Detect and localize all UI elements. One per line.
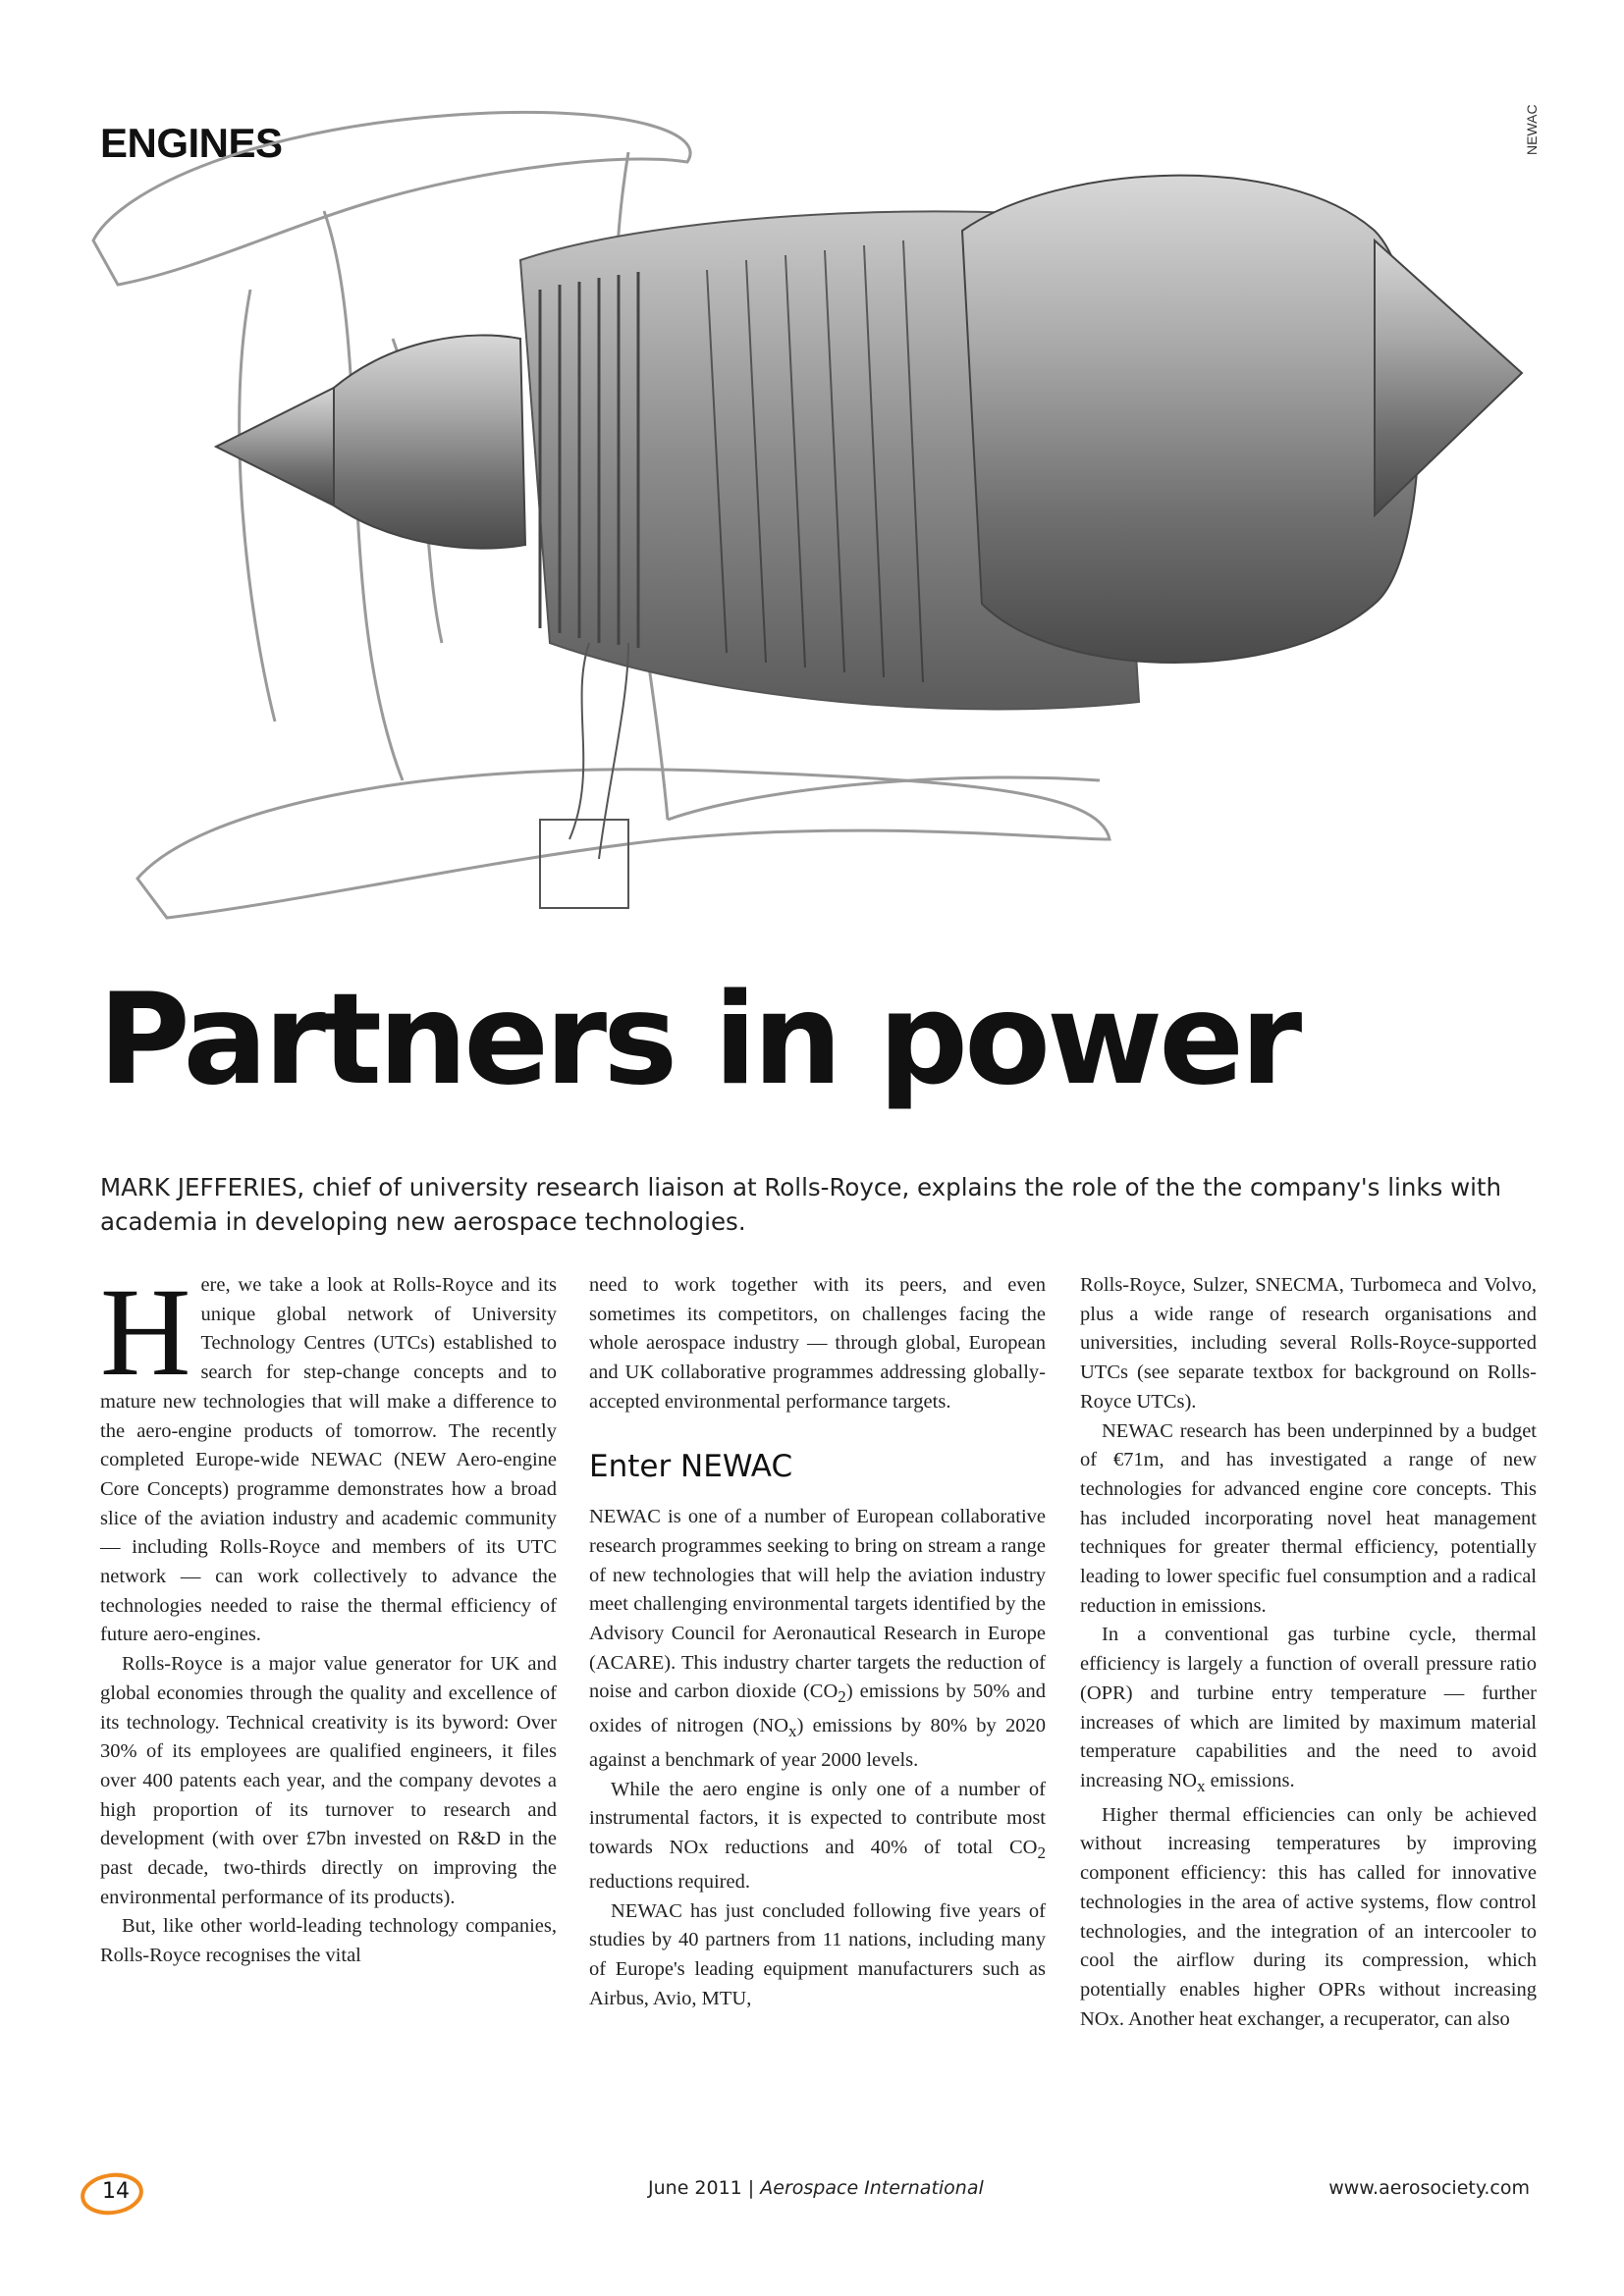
paragraph: NEWAC has just concluded following five years of studies by 40 partners from 11 nations, including many of Europe's leading equipment manufacturers such as Airbus, Avio, MTU, [589, 1899, 1046, 2009]
paragraph-text: ) emissions by 80% by 2020 against a benchmark of year 2000 levels. [589, 1715, 1046, 1772]
paragraph-text: In a conventional gas turbine cycle, thermal efficiency is largely a function of overall pressure ratio (OPR) and turbine entry temperature — further increases of which are limited by maximum material temperature capabilities and the need to avoid increasing NO [1080, 1624, 1537, 1791]
drop-cap: H [100, 1262, 191, 1402]
footer-url[interactable]: www.aerosociety.com [1328, 2177, 1530, 2199]
subscript: x [788, 1722, 797, 1741]
column-1 [100, 1262, 557, 1971]
paragraph-text: ) emissions by 50% and oxides of nitrogen (NO [589, 1681, 1046, 1737]
paragraph [1080, 1621, 1537, 1800]
paragraph-text: emissions. [1205, 1769, 1295, 1791]
engine-core [216, 176, 1522, 908]
column-3 [1080, 1271, 1537, 2034]
page-number-badge [79, 2171, 145, 2216]
publication-name: Aerospace International [760, 2177, 984, 2199]
paragraph: need to work together with its peers, and even sometimes its competitors, on challenges facing the whole aerospace industry — through global, European and UK collaborative programmes addressing globally-accepted environmental performance targets. [589, 1274, 1046, 1413]
subscript: x [1196, 1777, 1206, 1796]
paragraph: But, like other world-leading technology companies, Rolls-Royce recognises the vital [100, 1915, 557, 1967]
image-credit: NEWAC [1524, 104, 1540, 155]
subscript: 2 [1037, 1843, 1046, 1863]
subscript: 2 [838, 1687, 846, 1707]
paragraph-text: While the aero engine is only one of a number of instrumental factors, it is expected to contribute most towards NOx reductions and 40% of total CO [589, 1778, 1046, 1859]
paragraph [589, 1503, 1046, 1776]
column-2 [589, 1271, 1046, 2013]
engine-illustration [79, 93, 1571, 977]
section-label: ENGINES [100, 120, 283, 166]
author-name: MARK JEFFERIES, [100, 1173, 305, 1201]
paragraph [100, 1262, 557, 1650]
paragraph-text: ere, we take a look at Rolls-Royce and its unique global network of University Technology Centres (UTCs) established to search for step-change concepts and to mature new technologies that will make a difference to the aero-engine products of tomorrow. The recently completed Europe-wide NEWAC (NEW Aero-engine Core Concepts) programme demonstrates how a broad slice of the aviation industry and academic community — including Rolls-Royce and members of its UTC network — can work collectively to advance the technologies needed to raise the thermal efficiency of future aero-engines. [100, 1274, 557, 1646]
standfirst [100, 1170, 1534, 1239]
paragraph-text: reductions required. [589, 1870, 750, 1893]
paragraph: NEWAC research has been underpinned by a budget of €71m, and has investigated a range of new technologies for advanced engine core concepts. This has included incorporating novel heat management techniques for greater thermal efficiency, potentially leading to lower specific fuel consumption and a radical reduction in emissions. [1080, 1419, 1537, 1617]
paragraph: Rolls-Royce, Sulzer, SNECMA, Turbomeca and Volvo, plus a wide range of research organisations and universities, including several Rolls-Royce-supported UTCs (see separate textbox for background on Rolls-Royce UTCs). [1080, 1274, 1537, 1413]
paragraph [589, 1776, 1046, 1897]
article-headline: Partners in power [98, 967, 1299, 1113]
paragraph: Higher thermal efficiencies can only be achieved without increasing temperatures by improving component efficiency: this has called for innovative technologies in the area of active systems, flow control technologies, and the integration of an intercooler to cool the airflow during its compression, which potentially enables higher OPRs without increasing NOx. Another heat exchanger, a recuperator, can also [1080, 1803, 1537, 2030]
issue-info [648, 2177, 984, 2199]
subheading: Enter NEWAC [589, 1448, 793, 1484]
page-number: 14 [102, 2179, 130, 2204]
paragraph: Rolls-Royce is a major value generator for UK and global economies through the quality and excellence of its technology. Technical creativity is its byword: Over 30% of its employees are qualified engineers, it files over 400 patents each year, and the company devotes a high proportion of its turnover to research and development (with over £7bn invested on R&D in the past decade, two-thirds directly on improving the environmental performance of its products). [100, 1653, 557, 1908]
standfirst-text: chief of university research liaison at Rolls-Royce, explains the role of the the company's links with academia in developing new aerospace technologies. [100, 1173, 1502, 1236]
paragraph-text: NEWAC is one of a number of European collaborative research programmes seeking to bring on stream a range of new technologies that will help the aviation industry meet challenging environmental targets identified by the Advisory Council for Aeronautical Research in Europe (ACARE). This industry charter targets the reduction of noise and carbon dioxide (CO [589, 1506, 1046, 1703]
issue-date: June 2011 | [648, 2177, 761, 2199]
